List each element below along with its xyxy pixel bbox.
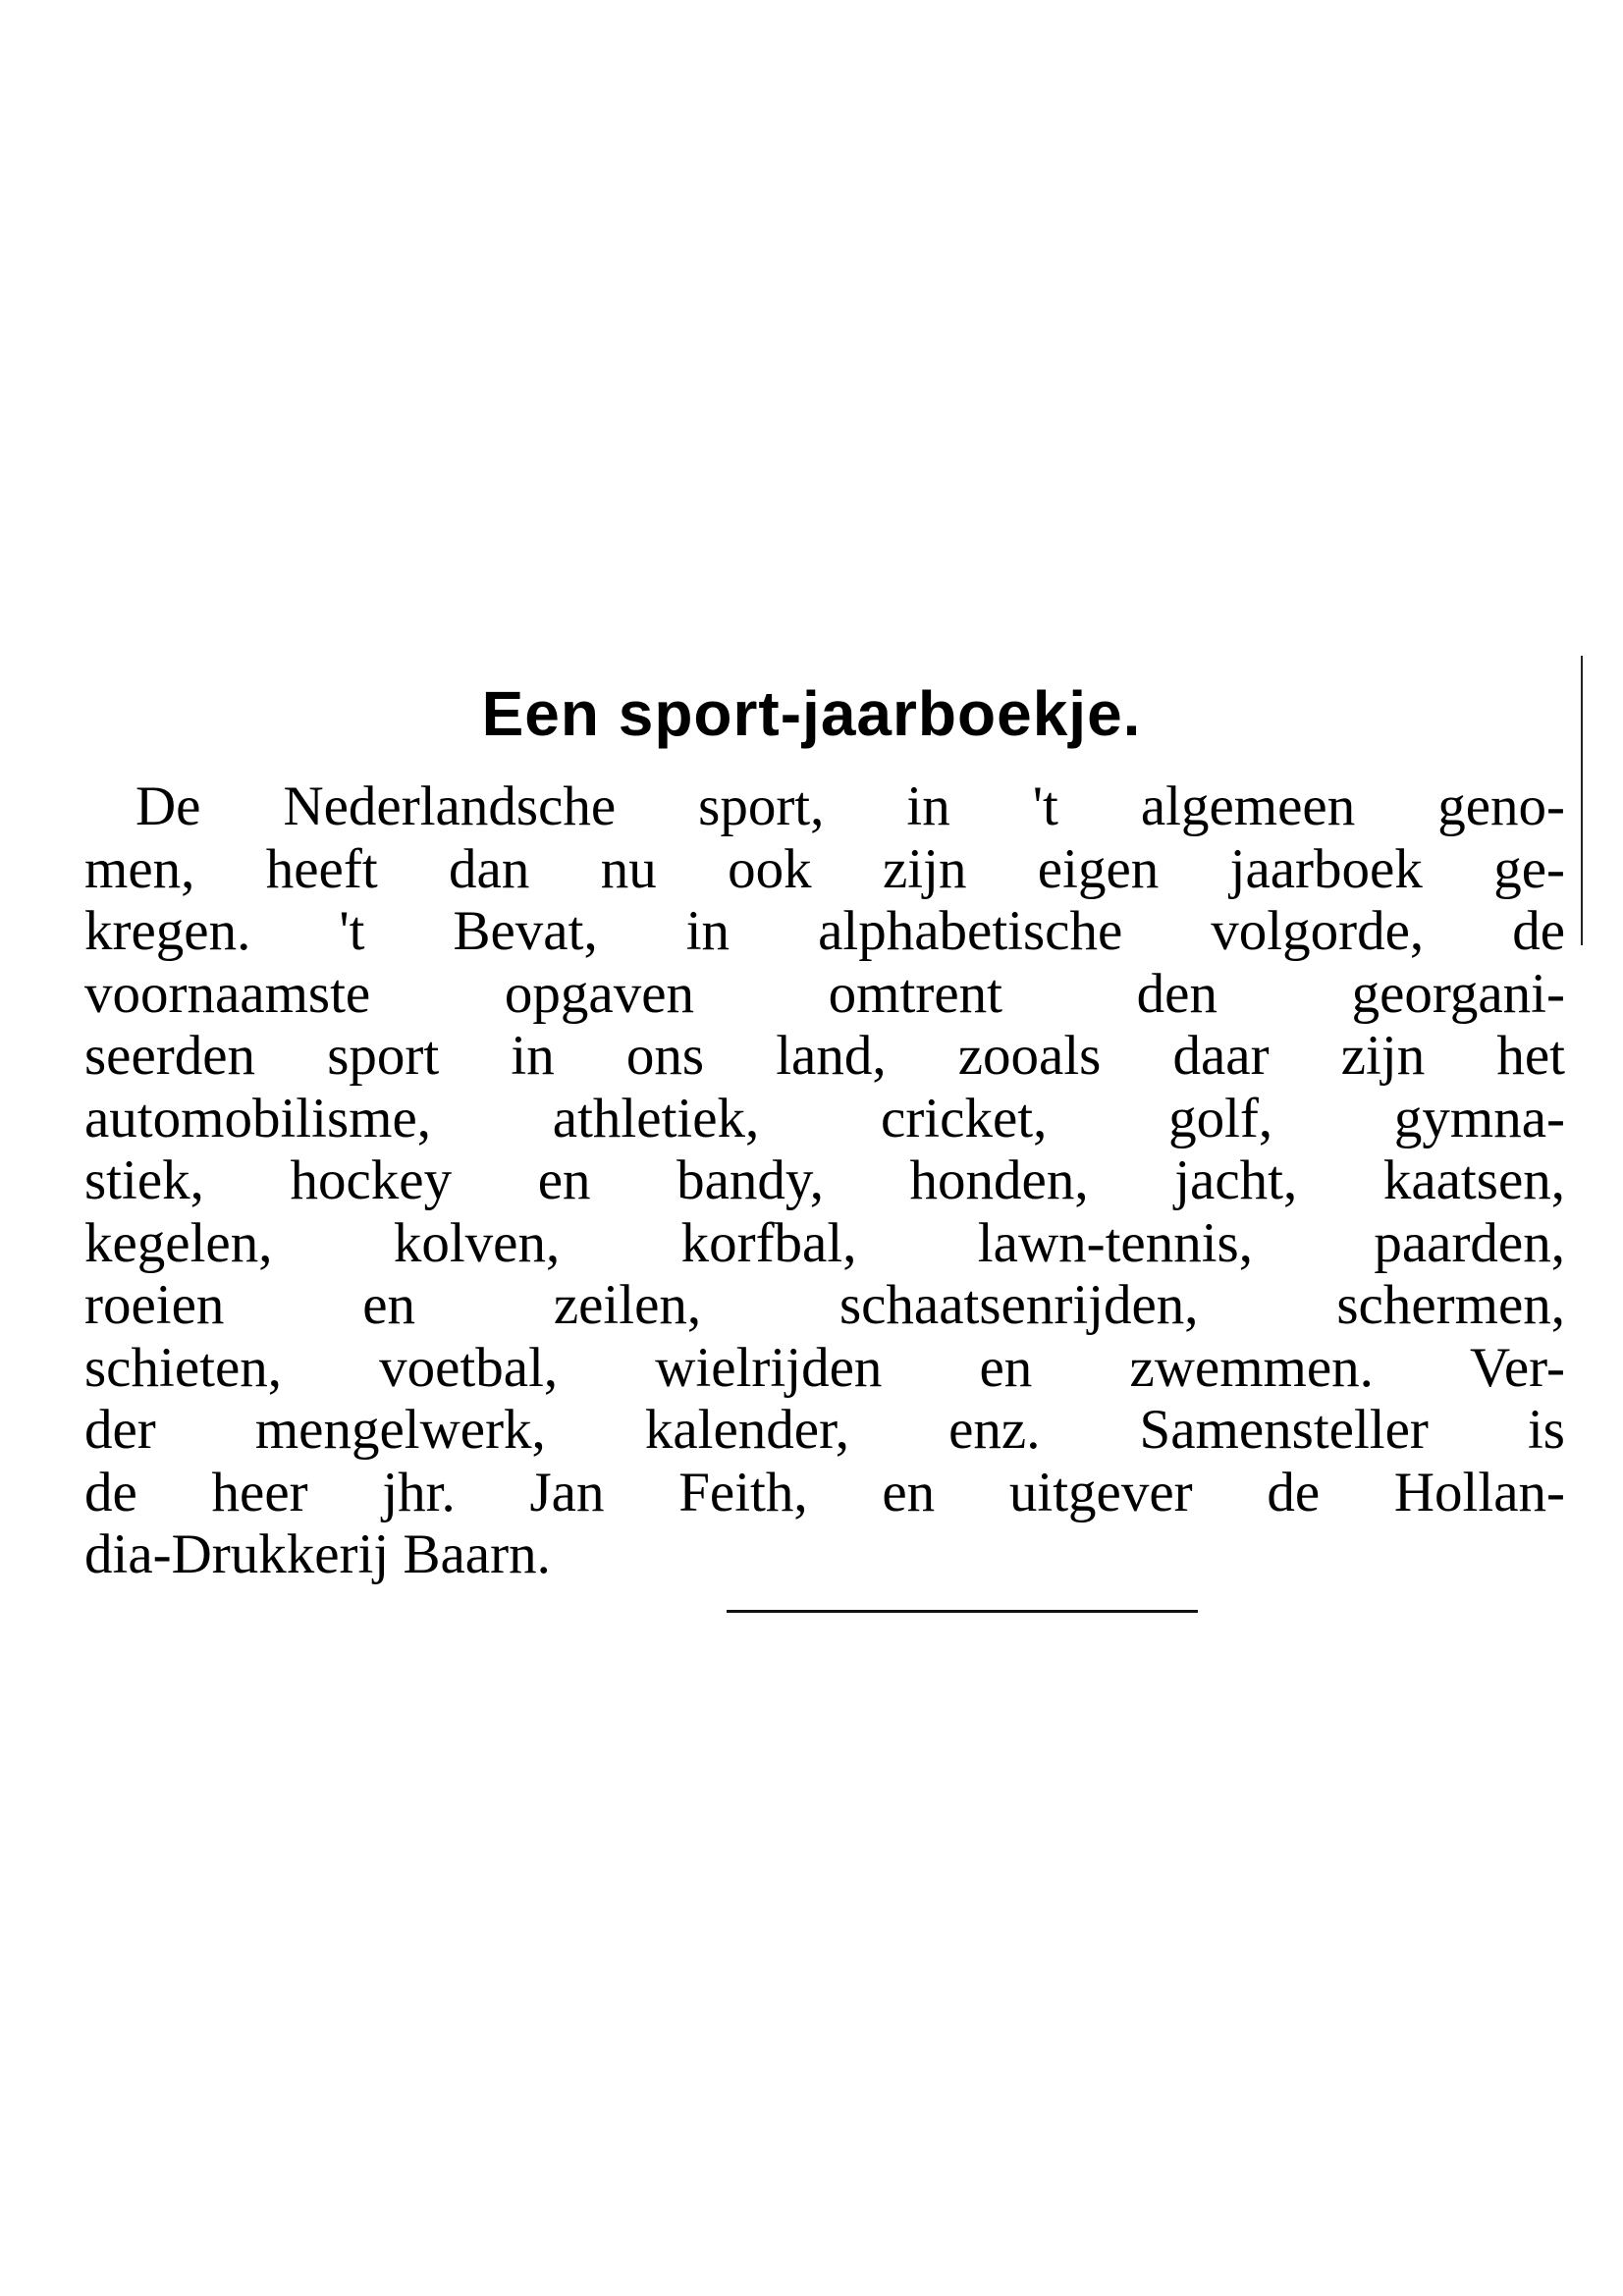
article-body — [84, 775, 1565, 1586]
article-line: kegelen, kolven, korfbal, lawn-tennis, paarden, — [84, 1211, 1565, 1274]
article-line: seerden sport in ons land, zooals daar zijn het — [84, 1025, 1565, 1087]
article-line: schieten, voetbal, wielrijden en zwemmen. Ver- — [84, 1336, 1565, 1399]
article-line: stiek, hockey en bandy, honden, jacht, kaatsen, — [84, 1149, 1565, 1211]
article-line: men, heeft dan nu ook zijn eigen jaarboek ge- — [84, 837, 1565, 900]
article-line: voornaamste opgaven omtrent den georgani- — [84, 962, 1565, 1025]
article-line: kregen. 't Bevat, in alphabetische volgorde, de — [84, 900, 1565, 962]
article-line: der mengelwerk, kalender, enz. Samensteller is — [84, 1399, 1565, 1461]
article-line: De Nederlandsche sport, in 't algemeen geno- — [135, 775, 1565, 837]
article-line: automobilisme, athletiek, cricket, golf, gymna- — [84, 1087, 1565, 1149]
article-line: roeien en zeilen, schaatsenrijden, schermen, — [84, 1274, 1565, 1336]
article-title: Een sport-jaarboekje. — [481, 678, 1142, 749]
article-line: de heer jhr. Jan Feith, en uitgever de Hollan- — [84, 1461, 1565, 1523]
article-line: dia-Drukkerij Baarn. — [84, 1523, 551, 1585]
end-rule-divider — [727, 1610, 1198, 1613]
